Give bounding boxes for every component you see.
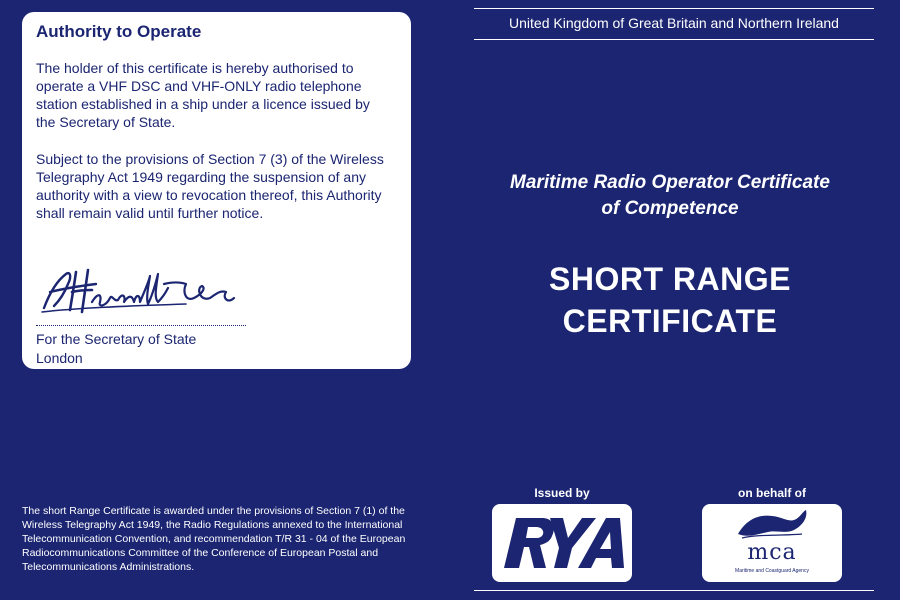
authority-card — [22, 12, 411, 369]
rya-logo-mark — [492, 504, 632, 582]
certificate-subtitle — [470, 170, 870, 222]
authority-paragraph-2: Subject to the provisions of Section 7 (3) of the Wireless Telegraphy Act 1949 regarding the suspension of any authority with a view to revocation thereof, this Authority shall remain valid until further notice. — [36, 151, 384, 221]
signature-caption — [36, 330, 196, 368]
mca-logo-subtext: Maritime and Coastguard Agency — [735, 568, 809, 574]
title-line-1: SHORT RANGE — [549, 261, 791, 297]
caption-line-2: London — [36, 350, 83, 366]
subtitle-line-2: of Competence — [601, 198, 739, 219]
authority-title: Authority to Operate — [36, 22, 202, 41]
signature-line — [36, 325, 246, 326]
title-line-2: CERTIFICATE — [562, 303, 778, 339]
issued-by-label: Issued by — [534, 486, 590, 500]
mca-wave-icon — [702, 504, 842, 544]
mca-logo-text: mca — [747, 540, 797, 565]
country-banner: United Kingdom of Great Britain and Northern Ireland — [474, 8, 874, 40]
legal-footer-note: The short Range Certificate is awarded under the provisions of Section 7 (1) of the Wireless Telegraphy Act 1949, the Radio Regulations annexed to the International Telecommunication Convention, and recommendation T/R 31 - 04 of the European Radiocommunications Committee of the Conference of European Postal and Telecommunications Administrations. — [22, 505, 406, 573]
mca-logo — [702, 504, 842, 582]
bottom-divider — [474, 590, 874, 591]
authority-paragraph-1: The holder of this certificate is hereby authorised to operate a VHF DSC and VHF-ONLY radio telephone station established in a ship under a licence issued by the Secretary of State. — [36, 60, 370, 130]
certificate-title — [470, 258, 870, 342]
signature — [36, 262, 256, 320]
subtitle-line-1: Maritime Radio Operator Certificate — [510, 172, 830, 193]
rya-logo — [492, 504, 632, 582]
on-behalf-label: on behalf of — [738, 486, 806, 500]
caption-line-1: For the Secretary of State — [36, 331, 197, 347]
